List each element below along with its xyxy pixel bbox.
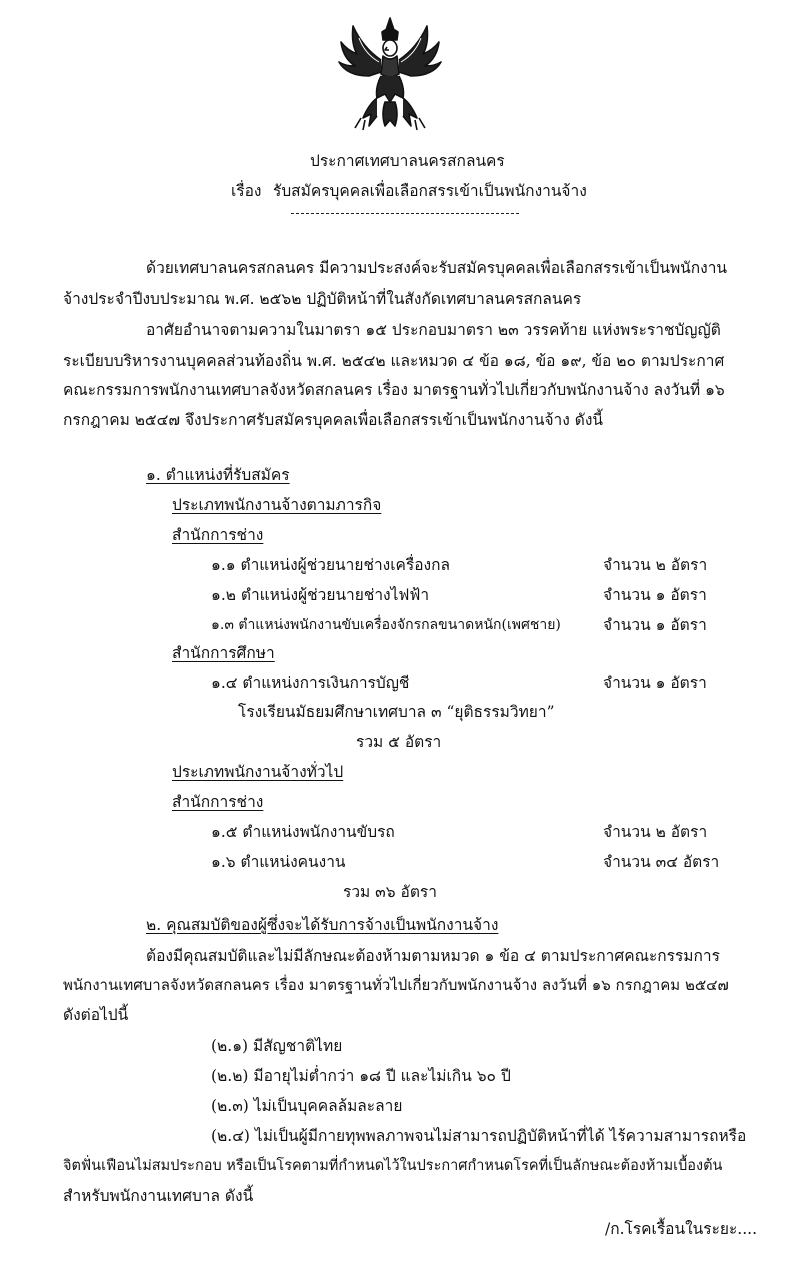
position-type-mission: ประเภทพนักงานจ้างตามภารกิจ: [172, 496, 382, 514]
total-general: รวม ๓๖ อัตรา: [343, 883, 437, 901]
qualification-2-3: (๒.๓) ไม่เป็นบุคคลล้มละลาย: [211, 1097, 403, 1115]
department-education: สำนักการศึกษา: [172, 644, 275, 662]
section2-p-line2: พนักงานเทศบาลจังหวัดสกลนคร เรื่อง มาตรฐานทั่วไปเกี่ยวกับพนักงานจ้าง ลงวันที่ ๑๖ กรกฎาคม ๒๕๔๗: [63, 976, 729, 994]
qualification-2-4-line3: สำหรับพนักงานเทศบาล ดังนี้: [63, 1187, 254, 1205]
position-1-2-qty: จำนวน ๑ อัตรา: [603, 586, 707, 604]
position-1-2: ๑.๒ ตำแหน่งผู้ช่วยนายช่างไฟฟ้า: [211, 586, 430, 604]
subject-label: เรื่อง: [231, 182, 262, 200]
subject-text: รับสมัครบุคคลเพื่อเลือกสรรเข้าเป็นพนักงานจ้าง: [273, 182, 587, 200]
position-type-general: ประเภทพนักงานจ้างทั่วไป: [172, 763, 344, 781]
intro-p2-line2: ระเบียบบริหารงานบุคคลส่วนท้องถิ่น พ.ศ. ๒๕๔๒ และหมวด ๔ ข้อ ๑๘, ข้อ ๑๙, ข้อ ๒๐ ตามประกาศ: [63, 352, 725, 370]
section2-p-line3: ดังต่อไปนี้: [63, 1006, 129, 1024]
position-1-4-qty: จำนวน ๑ อัตรา: [603, 674, 707, 692]
intro-p2-line3: คณะกรรมการพนักงานเทศบาลจังหวัดสกลนคร เรื่อง มาตรฐานทั่วไปเกี่ยวกับพนักงานจ้าง ลงวันที่ ๑๖: [63, 381, 725, 399]
position-1-4: ๑.๔ ตำแหน่งการเงินการบัญชี: [211, 674, 410, 692]
title-separator: [291, 213, 519, 214]
continued-note: /ก.โรคเรื้อนในระยะ....: [605, 1220, 758, 1238]
intro-p1-line1: ด้วยเทศบาลนครสกลนคร มีความประสงค์จะรับสมัครบุคคลเพื่อเลือกสรรเข้าเป็นพนักงาน: [146, 259, 728, 277]
qualification-2-1: (๒.๑) มีสัญชาติไทย: [211, 1037, 343, 1055]
position-1-5: ๑.๕ ตำแหน่งพนักงานขับรถ: [211, 823, 395, 841]
qualification-2-4-line2: จิตฟั่นเฟือนไม่สมประกอบ หรือเป็นโรคตามที่กำหนดไว้ในประกาศกำหนดโรคที่เป็นลักษณะต้องห้ามเบื้องต้น: [63, 1158, 723, 1174]
intro-p1-line2: จ้างประจำปีงบประมาณ พ.ศ. ๒๕๖๒ ปฏิบัติหน้าที่ในสังกัดเทศบาลนครสกลนคร: [63, 290, 582, 308]
position-1-1-qty: จำนวน ๒ อัตรา: [603, 556, 708, 574]
intro-p2-line1: อาศัยอำนาจตามความในมาตรา ๑๕ ประกอบมาตรา ๒๓ วรรคท้าย แห่งพระราชบัญญัติ: [146, 321, 721, 339]
announcement-title: ประกาศเทศบาลนครสกลนคร: [310, 152, 505, 170]
qualification-2-4-line1: (๒.๔) ไม่เป็นผู้มีกายทุพพลภาพจนไม่สามารถปฏิบัติหน้าที่ได้ ไร้ความสามารถหรือ: [211, 1127, 747, 1145]
position-1-3: ๑.๓ ตำแหน่งพนักงานขับเครื่องจักรกลขนาดหนัก(เพศชาย): [211, 617, 561, 633]
intro-p2-line4: กรกฎาคม ๒๕๔๗ จึงประกาศรับสมัครบุคคลเพื่อเลือกสรรเข้าเป็นพนักงานจ้าง ดังนี้: [63, 411, 603, 429]
section2-p-line1: ต้องมีคุณสมบัติและไม่มีลักษณะต้องห้ามตามหมวด ๑ ข้อ ๔ ตามประกาศคณะกรรมการ: [146, 947, 720, 965]
department-engineering-general: สำนักการช่าง: [172, 793, 264, 811]
position-1-6-qty: จำนวน ๓๔ อัตรา: [603, 853, 720, 871]
garuda-emblem-icon: [335, 14, 445, 132]
school-name: โรงเรียนมัธยมศึกษาเทศบาล ๓ “ยุติธรรมวิทยา”: [238, 703, 555, 721]
position-1-3-qty: จำนวน ๑ อัตรา: [603, 616, 707, 634]
department-engineering: สำนักการช่าง: [172, 526, 264, 544]
total-mission: รวม ๕ อัตรา: [356, 733, 442, 751]
section2-heading: ๒. คุณสมบัติของผู้ซึ่งจะได้รับการจ้างเป็นพนักงานจ้าง: [146, 916, 499, 934]
position-1-5-qty: จำนวน ๒ อัตรา: [603, 823, 708, 841]
position-1-6: ๑.๖ ตำแหน่งคนงาน: [211, 853, 346, 871]
qualification-2-2: (๒.๒) มีอายุไม่ต่ำกว่า ๑๘ ปี และไม่เกิน ๖๐ ปี: [211, 1067, 511, 1085]
section1-heading: ๑. ตำแหน่งที่รับสมัคร: [146, 466, 290, 484]
position-1-1: ๑.๑ ตำแหน่งผู้ช่วยนายช่างเครื่องกล: [211, 556, 450, 574]
